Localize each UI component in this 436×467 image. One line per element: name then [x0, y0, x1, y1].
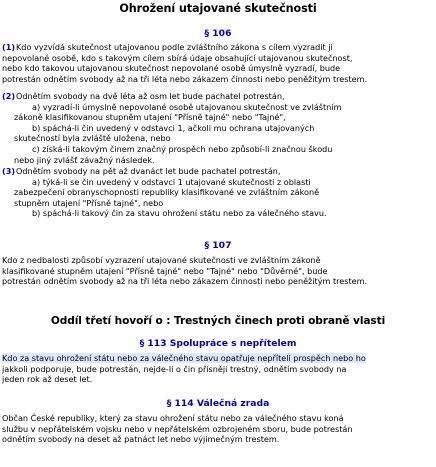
- text-line: službu v nepřátelském vojsku nebo v nepřátelském ozbrojeném sboru, bude potrestán: [2, 423, 353, 434]
- text-line: nebo kdo takovou utajovanou skutečnost nepovolané osobě úmyslně vyzradí, bude: [2, 63, 341, 74]
- paragraph-number: (3): [2, 166, 16, 176]
- section-106-heading: § 106: [204, 28, 232, 39]
- paragraph-number: (2): [2, 91, 16, 101]
- section-114-heading: § 114 Válečná zrada: [166, 398, 270, 409]
- text-line: Odnětím svobody na pět až dvanáct let bude pachatel potrestán,: [16, 166, 281, 176]
- s107-paragraph: [2, 255, 434, 287]
- text-line: stupněm utajení "Přísně tajné", nebo: [14, 197, 164, 208]
- text-line: Občan České republiky, který za stavu ohrožení státu nebo za válečného stavu koná: [2, 413, 344, 423]
- text-line: b) spáchá-li takový čin za stavu ohrožení státu nebo za válečného stavu.: [32, 208, 327, 219]
- page-title: Ohrožení utajované skutečnosti: [119, 2, 317, 15]
- text-line: c) získá-li takovým činem značný prospěch nebo způsobí-li značnou škodu: [32, 143, 333, 154]
- text-line: nebo jiný zvlášť závažný následek.: [14, 154, 155, 165]
- text-line: a) vyzradí-li úmyslně nepovolané osobě utajovanou skutečnost ve zvláštním: [32, 101, 342, 112]
- text-line: Kdo za stavu ohrožení státu nebo za válečného stavu opatřuje nepříteli prospěch nebo ho: [2, 353, 366, 363]
- s113-paragraph: [2, 353, 434, 385]
- section-107-heading: § 107: [204, 240, 232, 251]
- text-line: skutečností byla zvláště uložena, nebo: [14, 133, 171, 144]
- text-line: odnětím svobody na deset až patnáct let nebo výjimečným trestem.: [2, 434, 280, 445]
- text-line: Odnětím svobody na dvě léta až osm let bude pachatel potrestán,: [16, 91, 285, 101]
- text-line: jeden rok až deset let.: [2, 374, 93, 385]
- paragraph-number: (1): [2, 42, 16, 52]
- text-line: potrestán odnětím svobody až na tři léta nebo zákazem činnosti nebo peněžitým trestem.: [2, 276, 368, 287]
- s106-paragraph-3: [2, 166, 434, 219]
- s114-paragraph: [2, 413, 434, 445]
- text-line: klasifikované stupněm utajení "Přísně tajné" nebo "Tajné" nebo "Důvěrné", bude: [2, 265, 328, 276]
- s106-paragraph-1: [2, 42, 434, 84]
- section-113-heading: § 113 Spolupráce s nepřítelem: [139, 338, 297, 349]
- text-line: Kdo z nedbalosti způsobí vyzrazení utajované skutečnosti ve zvláštním zákoně: [2, 255, 321, 265]
- part-three-heading: Oddíl třetí hovoří o : Trestných činech proti obraně vlasti: [50, 315, 386, 327]
- s106-paragraph-2: [2, 91, 434, 165]
- text-line: Kdo vyzvídá skutečnost utajovanou podle zvláštního zákona s cílem vyzradit ji: [16, 42, 333, 52]
- text-line: nepovolané osobě, kdo s takovým cílem sbírá údaje obsahující utajovanou skutečnost,: [2, 52, 353, 63]
- text-line: jakkoli podporuje, bude potrestán, nejde-li o čin přísněji trestný, odnětím svobody na: [2, 363, 347, 374]
- text-line: zabezpečení obranyschopnosti republiky klasifikované ve zvláštním zákoně: [14, 187, 320, 198]
- text-line: potrestán odnětím svobody až na tři léta nebo zákazem činnosti nebo peněžitým trestem.: [2, 73, 368, 84]
- text-line: zákoně klasifikovanou stupněm utajení "Přísně tajné" nebo "Tajné",: [14, 112, 286, 123]
- text-line: b) spáchá-li čin uvedený v odstavci 1, ačkoli mu ochrana utajovaných: [32, 122, 315, 133]
- text-line: a) týká-li se čin uvedený v odstavci 1 utajované skutečnosti z oblasti: [32, 176, 311, 187]
